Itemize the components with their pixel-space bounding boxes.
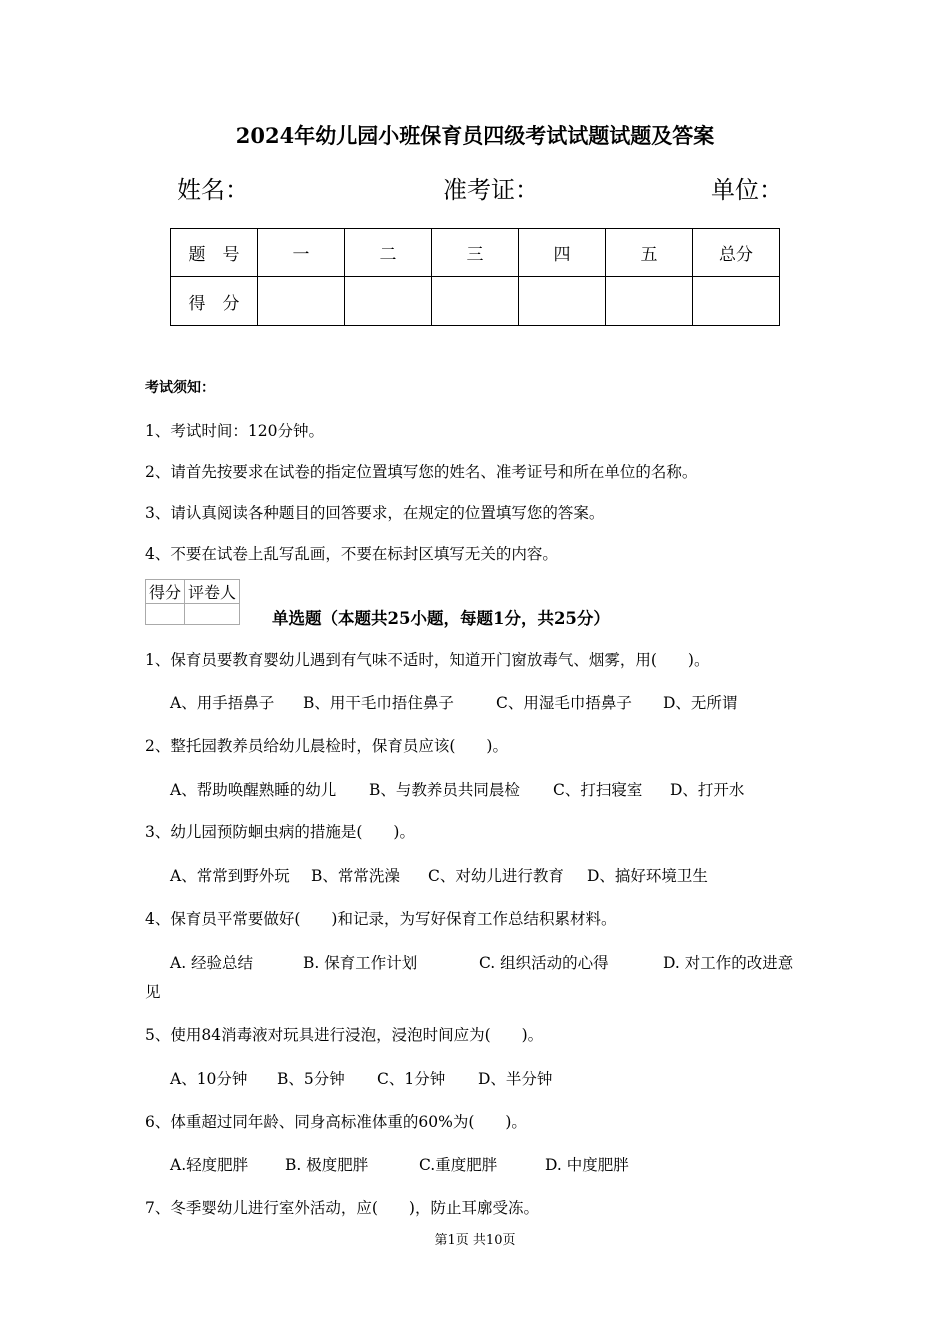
option-c[interactable]: C. 组织活动的心得: [479, 954, 609, 972]
option-c[interactable]: C、打扫寝室: [553, 781, 643, 799]
notice-item: 3、请认真阅读各种题目的回答要求，在规定的位置填写您的答案。: [145, 504, 605, 522]
grader-box: [145, 579, 240, 625]
option-c[interactable]: C、1分钟: [377, 1070, 446, 1088]
option-d[interactable]: D、搞好环境卫生: [587, 867, 708, 885]
score-cell[interactable]: [432, 277, 519, 326]
question-1: 1、保育员要教育婴幼儿遇到有气味不适时，知道开门窗放毒气、烟雾，用( )。: [145, 651, 710, 669]
page-title: 2024年幼儿园小班保育员四级考试试题试题及答案: [235, 123, 715, 148]
option-a[interactable]: A、帮助唤醒熟睡的幼儿: [170, 781, 337, 799]
notice-heading: 考试须知：: [145, 380, 215, 396]
grader-name-cell[interactable]: [185, 604, 240, 625]
score-cell[interactable]: [258, 277, 345, 326]
score-header-cell: 三: [432, 229, 519, 277]
question-4: 4、保育员平常要做好( )和记录，为写好保育工作总结积累材料。: [145, 910, 617, 928]
option-b[interactable]: B、与教养员共同晨检: [369, 781, 520, 799]
page-footer: 第1页 共10页: [434, 1233, 516, 1248]
grader-score-cell[interactable]: [146, 604, 185, 625]
score-header-cell: 五: [606, 229, 693, 277]
score-cell[interactable]: [693, 277, 780, 326]
score-header-cell: 题 号: [171, 229, 258, 277]
question-2-options: [170, 778, 744, 800]
option-b[interactable]: B、5分钟: [277, 1070, 345, 1088]
option-a[interactable]: A. 经验总结: [170, 954, 254, 972]
option-d[interactable]: D. 对工作的改进意: [663, 954, 794, 972]
question-6: 6、体重超过同年龄、同身高标准体重的60%为( )。: [145, 1113, 527, 1131]
question-3-options: [170, 864, 708, 886]
score-header-cell: 总分: [693, 229, 780, 277]
score-table: [170, 228, 780, 326]
option-c[interactable]: C、对幼儿进行教育: [428, 867, 564, 885]
option-d[interactable]: D、半分钟: [478, 1070, 553, 1088]
grader-name-label: 评卷人: [185, 580, 240, 604]
option-b[interactable]: B、用干毛巾捂住鼻子: [303, 694, 454, 712]
option-d[interactable]: D、无所谓: [663, 694, 738, 712]
exam-id-field-label: 准考证：: [443, 176, 539, 204]
question-3: 3、幼儿园预防蛔虫病的措施是( )。: [145, 823, 415, 841]
score-cell[interactable]: [519, 277, 606, 326]
option-b[interactable]: B. 极度肥胖: [285, 1156, 369, 1174]
name-field-label: 姓名：: [177, 176, 249, 204]
question-2: 2、整托园教养员给幼儿晨检时，保育员应该( )。: [145, 737, 508, 755]
question-7: 7、冬季婴幼儿进行室外活动，应( )，防止耳廓受冻。: [145, 1199, 539, 1217]
question-5: 5、使用84消毒液对玩具进行浸泡，浸泡时间应为( )。: [145, 1026, 544, 1044]
question-6-options: [170, 1153, 629, 1175]
question-4-options: [170, 951, 793, 973]
question-4-continuation: 见: [145, 983, 161, 1001]
option-a[interactable]: A.轻度肥胖: [170, 1156, 249, 1174]
score-header-cell: 一: [258, 229, 345, 277]
section-title: 单选题（本题共25小题，每题1分，共25分）: [272, 609, 610, 628]
score-row-label: 得 分: [171, 277, 258, 326]
score-cell[interactable]: [345, 277, 432, 326]
option-c[interactable]: C、用湿毛巾捂鼻子: [496, 694, 632, 712]
score-table-header-row: [171, 229, 780, 277]
notice-item: 4、不要在试卷上乱写乱画，不要在标封区填写无关的内容。: [145, 545, 558, 563]
option-a[interactable]: A、常常到野外玩: [170, 867, 290, 885]
option-a[interactable]: A、用手捂鼻子: [170, 694, 275, 712]
option-b[interactable]: B、常常洗澡: [311, 867, 400, 885]
option-c[interactable]: C.重度肥胖: [419, 1156, 498, 1174]
question-1-options: [170, 691, 737, 713]
option-d[interactable]: D、打开水: [670, 781, 745, 799]
notice-item: 2、请首先按要求在试卷的指定位置填写您的姓名、准考证号和所在单位的名称。: [145, 463, 698, 481]
score-header-cell: 四: [519, 229, 606, 277]
option-b[interactable]: B. 保育工作计划: [303, 954, 418, 972]
option-a[interactable]: A、10分钟: [170, 1070, 248, 1088]
unit-field-label: 单位：: [711, 176, 783, 204]
question-5-options: [170, 1067, 552, 1089]
score-table-score-row: [171, 277, 780, 326]
option-d[interactable]: D. 中度肥胖: [545, 1156, 629, 1174]
grader-score-label: 得分: [146, 580, 185, 604]
score-cell[interactable]: [606, 277, 693, 326]
score-header-cell: 二: [345, 229, 432, 277]
notice-item: 1、考试时间：120分钟。: [145, 422, 324, 440]
